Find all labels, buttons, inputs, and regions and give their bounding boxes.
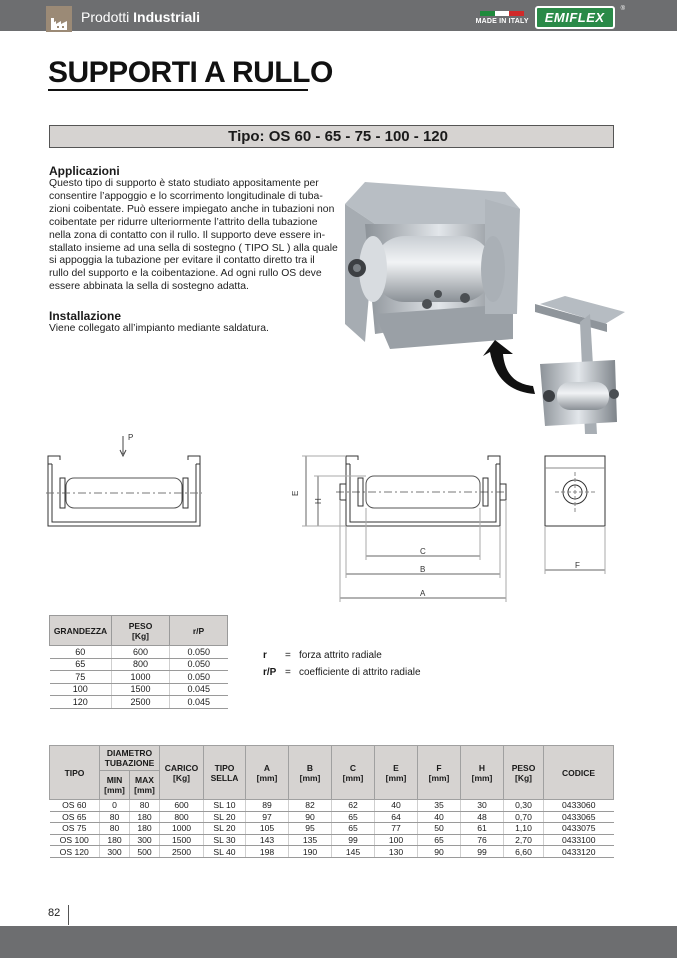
applicazioni-text [49, 178, 339, 294]
table-cell: 75 [50, 671, 112, 684]
col-diametro: DIAMETRO TUBAZIONE [100, 746, 160, 771]
table-cell: 35 [418, 800, 461, 812]
table-cell: 2500 [160, 846, 204, 858]
table-cell: 65 [50, 658, 112, 671]
table-cell: 6,60 [504, 846, 544, 858]
table-cell: 62 [332, 800, 375, 812]
table-cell: 1,10 [504, 823, 544, 835]
text-line: Questo tipo di supporto è stato studiato appositamente per [49, 178, 319, 189]
table-cell: 180 [130, 811, 160, 823]
table-cell: 90 [289, 811, 332, 823]
registered-mark: ® [620, 6, 625, 12]
table-cell: 1500 [112, 683, 170, 696]
table-header-row [50, 616, 228, 646]
col-grandezza: GRANDEZZA [50, 616, 112, 646]
drawing-dimensioned-view [302, 456, 506, 602]
page-number: 82 [48, 907, 61, 919]
text-line: zioni coibentate. Può essere impiegato anche in tubazioni non [49, 203, 335, 215]
table-cell: 0.050 [170, 671, 228, 684]
col-min: MIN [mm] [100, 770, 130, 799]
table-cell: OS 120 [50, 846, 100, 858]
col-carico: CARICO [Kg] [160, 746, 204, 800]
table-cell: OS 100 [50, 834, 100, 846]
table-cell: 190 [289, 846, 332, 858]
tipo-banner [49, 125, 614, 148]
table-cell: 0,70 [504, 811, 544, 823]
table-cell: 143 [246, 834, 289, 846]
table-row [50, 834, 614, 846]
col-peso: PESO [Kg] [112, 616, 170, 646]
col-codice: CODICE [544, 746, 614, 800]
table-cell: 2,70 [504, 834, 544, 846]
table-cell: 80 [100, 823, 130, 835]
title-underline [48, 89, 308, 91]
table-cell: 40 [375, 800, 418, 812]
table-cell: 89 [246, 800, 289, 812]
page-number-divider [68, 905, 69, 925]
table-cell: 1000 [160, 823, 204, 835]
table-cell: 135 [289, 834, 332, 846]
table-cell: 60 [50, 646, 112, 659]
table-row [50, 823, 614, 835]
legend-r: r = forza attrito radiale [263, 650, 382, 661]
table-cell: 76 [461, 834, 504, 846]
product-photo [335, 164, 625, 439]
table-cell: 65 [332, 811, 375, 823]
table-cell: SL 30 [204, 834, 246, 846]
table-cell: SL 20 [204, 823, 246, 835]
table-cell: 100 [375, 834, 418, 846]
drawing-front-view [46, 436, 202, 526]
made-in-italy-badge [476, 11, 529, 25]
tipo-text: Tipo: OS 60 - 65 - 75 - 100 - 120 [228, 128, 448, 145]
table-cell: 198 [246, 846, 289, 858]
table-cell: 130 [375, 846, 418, 858]
table-cell: 800 [160, 811, 204, 823]
footer-bar [0, 926, 677, 958]
table-cell: 600 [112, 646, 170, 659]
table-cell: 0,30 [504, 800, 544, 812]
label-c: C [420, 547, 426, 556]
table-cell: 50 [418, 823, 461, 835]
text-line: rullo del supporto e la coibentazione. Ad ogni rullo OS deve [49, 268, 322, 280]
table-cell: SL 40 [204, 846, 246, 858]
table-cell: 0.045 [170, 696, 228, 709]
label-p: P [128, 433, 134, 442]
text-line: consentire l’appoggio e lo scorrimento longitudinale di tuba- [49, 190, 323, 202]
table-cell: 30 [461, 800, 504, 812]
table-cell: 0433060 [544, 800, 614, 812]
col-f: F [mm] [418, 746, 461, 800]
table-cell: 800 [112, 658, 170, 671]
col-a: A [mm] [246, 746, 289, 800]
col-sella: TIPO SELLA [204, 746, 246, 800]
col-e: E [mm] [375, 746, 418, 800]
col-max: MAX [mm] [130, 770, 160, 799]
table-cell: 0433075 [544, 823, 614, 835]
specifications-table [49, 745, 614, 858]
table-cell: 0433065 [544, 811, 614, 823]
table-cell: OS 75 [50, 823, 100, 835]
label-b: B [420, 565, 426, 574]
table-cell: 82 [289, 800, 332, 812]
table-cell: 500 [130, 846, 160, 858]
table-cell: 80 [130, 800, 160, 812]
table-row [50, 811, 614, 823]
table-cell: 61 [461, 823, 504, 835]
table-cell: OS 60 [50, 800, 100, 812]
table-cell: 77 [375, 823, 418, 835]
table-cell: 95 [289, 823, 332, 835]
table-cell: 40 [418, 811, 461, 823]
table-cell: 0 [100, 800, 130, 812]
table-cell: 1500 [160, 834, 204, 846]
roller-support-large [345, 182, 520, 349]
table-cell: 180 [130, 823, 160, 835]
text-line: si appoggia la tubazione per evitare il contatto diretto tra il [49, 255, 315, 267]
table-row [50, 696, 228, 709]
table-cell: 100 [50, 683, 112, 696]
legend-rp: r/P = coefficiente di attrito radiale [263, 667, 421, 678]
table-cell: 0.050 [170, 658, 228, 671]
table-cell: 300 [130, 834, 160, 846]
table-cell: 0433120 [544, 846, 614, 858]
table-cell: 120 [50, 696, 112, 709]
curved-arrow-icon [483, 340, 535, 394]
table-cell: 0433100 [544, 834, 614, 846]
col-c: C [mm] [332, 746, 375, 800]
table-cell: 80 [100, 811, 130, 823]
table-cell: 99 [332, 834, 375, 846]
table-cell: 0.050 [170, 646, 228, 659]
section-label [46, 0, 200, 31]
table-row [50, 800, 614, 812]
table-row [50, 658, 228, 671]
table-cell: 48 [461, 811, 504, 823]
table-cell: 1000 [112, 671, 170, 684]
header-title: Prodotti Industriali [81, 8, 201, 25]
label-a: A [420, 589, 426, 598]
installazione-heading: Installazione [49, 309, 122, 323]
friction-table [49, 615, 228, 709]
table-cell: 600 [160, 800, 204, 812]
col-h: H [mm] [461, 746, 504, 800]
text-line: essere abbinata la sella di sostegno adatta. [49, 281, 249, 293]
label-h: H [314, 498, 323, 504]
factory-icon [46, 6, 72, 32]
installazione-text: Viene collegato all’impianto mediante saldatura. [49, 323, 269, 334]
italian-flag-icon [480, 11, 524, 16]
table-cell: 300 [100, 846, 130, 858]
roller-support-with-saddle [535, 296, 625, 434]
table-cell: 65 [418, 834, 461, 846]
table-row [50, 683, 228, 696]
col-tipo: TIPO [50, 746, 100, 800]
table-row [50, 846, 614, 858]
table-cell: 64 [375, 811, 418, 823]
table-cell: 2500 [112, 696, 170, 709]
table-cell: 105 [246, 823, 289, 835]
table-cell: SL 20 [204, 811, 246, 823]
table-cell: 145 [332, 846, 375, 858]
col-b: B [mm] [289, 746, 332, 800]
table-row [50, 646, 228, 659]
header-bar [0, 0, 677, 31]
table-cell: 97 [246, 811, 289, 823]
table-cell: 0.045 [170, 683, 228, 696]
table-cell: OS 65 [50, 811, 100, 823]
drawing-side-view [545, 456, 605, 574]
applicazioni-heading: Applicazioni [49, 164, 120, 178]
col-rp: r/P [170, 616, 228, 646]
table-cell: SL 10 [204, 800, 246, 812]
made-in-italy-text: MADE IN ITALY [475, 17, 529, 25]
technical-drawings [40, 428, 620, 608]
table-cell: 99 [461, 846, 504, 858]
label-f: F [575, 561, 580, 570]
col-peso: PESO [Kg] [504, 746, 544, 800]
brand-area [476, 6, 625, 29]
text-line: coibentate per ridurre ulteriormente l’attrito della tubazione [49, 216, 318, 228]
text-line: nella zona di contatto con il rullo. Il supporto deve essere in- [49, 229, 326, 241]
text-line: stallato insieme ad una sella di sostegno ( TIPO SL ) alla quale [49, 242, 338, 254]
table-cell: 180 [100, 834, 130, 846]
label-e: E [291, 490, 300, 496]
emiflex-logo: EMIFLEX [535, 6, 615, 29]
page-title: SUPPORTI A RULLO [48, 56, 333, 89]
table-row [50, 671, 228, 684]
table-header-row [50, 746, 614, 771]
table-cell: 90 [418, 846, 461, 858]
table-cell: 65 [332, 823, 375, 835]
